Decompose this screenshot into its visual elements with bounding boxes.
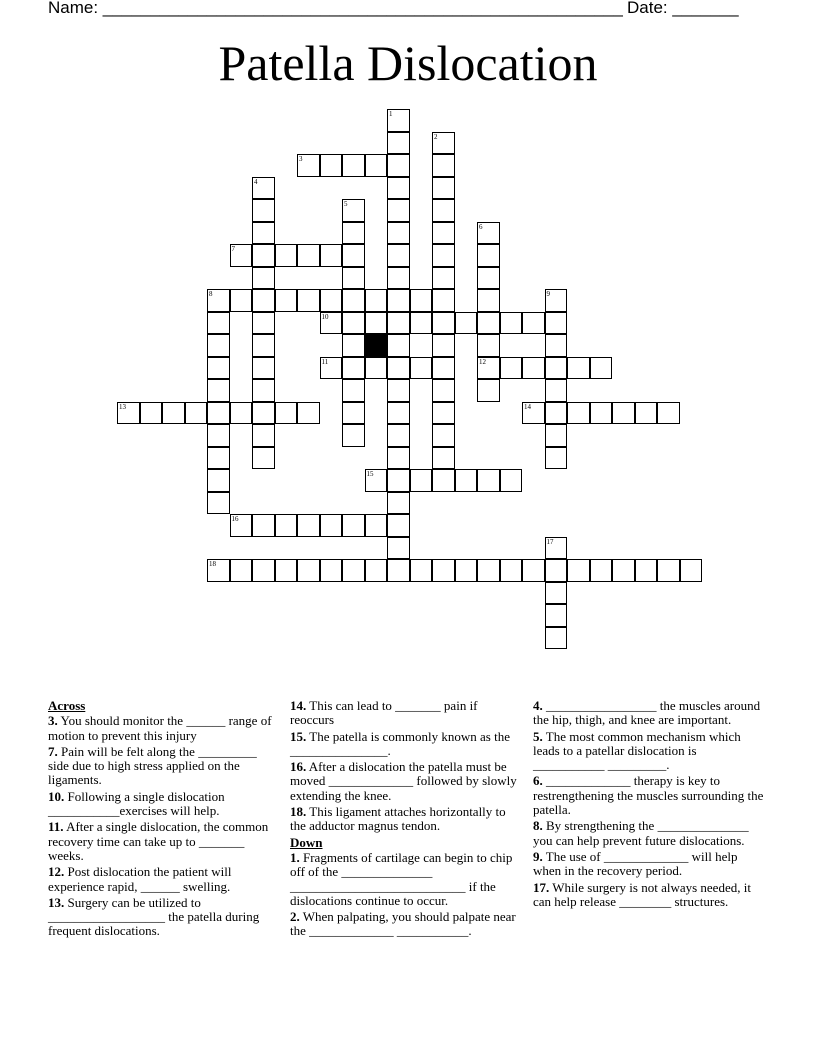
crossword-cell[interactable]	[387, 199, 410, 222]
clue-text: The patella is commonly known as the _______________.	[290, 728, 510, 758]
crossword-cell[interactable]	[545, 357, 568, 380]
clue-item	[533, 774, 765, 817]
crossword-cell[interactable]	[365, 559, 388, 582]
crossword-cell[interactable]	[320, 559, 343, 582]
clue-text: Post dislocation the patient will experience rapid, ______ swelling.	[48, 864, 232, 894]
crossword-cell[interactable]	[320, 357, 343, 380]
crossword-cell[interactable]	[297, 244, 320, 267]
crossword-cell[interactable]	[387, 424, 410, 447]
crossword-cell[interactable]	[320, 244, 343, 267]
crossword-cell[interactable]	[117, 402, 140, 425]
crossword-cell[interactable]	[612, 402, 635, 425]
crossword-cell[interactable]	[590, 402, 613, 425]
crossword-cell[interactable]	[522, 312, 545, 335]
clue-text: After a single dislocation, the common recovery time can take up to _______ weeks.	[48, 819, 269, 863]
crossword-cell[interactable]	[207, 469, 230, 492]
crossword-cell[interactable]	[252, 402, 275, 425]
crossword-cell[interactable]	[207, 424, 230, 447]
clue-item	[48, 714, 280, 743]
crossword-cell[interactable]	[477, 357, 500, 380]
crossword-cell[interactable]	[320, 289, 343, 312]
clue-number-label: 4.	[533, 698, 543, 713]
crossword-cell[interactable]	[432, 469, 455, 492]
crossword-cell[interactable]	[230, 244, 253, 267]
clue-number: 3	[299, 155, 303, 163]
clue-item	[533, 730, 765, 773]
crossword-cell[interactable]	[432, 559, 455, 582]
crossword-cell[interactable]	[522, 559, 545, 582]
clue-text: The use of _____________ will help when in the recovery period.	[533, 848, 738, 879]
crossword-cell[interactable]	[432, 334, 455, 357]
clue-item	[48, 896, 280, 939]
clue-number-label: 15.	[290, 728, 307, 744]
crossword-cell[interactable]	[365, 312, 388, 335]
clue-text: This can lead to _______ pain if reoccurs	[290, 698, 478, 728]
clue-number: 6	[479, 222, 483, 231]
crossword-cell[interactable]	[275, 514, 298, 537]
crossword-cell[interactable]	[477, 222, 500, 245]
crossword-cell[interactable]	[432, 222, 455, 245]
clue-text: You should monitor the ______ range of motion to prevent this injury	[48, 713, 272, 743]
crossword-cell[interactable]	[230, 559, 253, 582]
crossword-cell[interactable]	[432, 267, 455, 290]
clue-number: 2	[434, 132, 438, 141]
crossword-cell[interactable]	[545, 424, 568, 447]
crossword-cell[interactable]	[342, 222, 365, 245]
clue-number-label: 9.	[533, 848, 543, 864]
clue-number-label: 16.	[290, 759, 307, 775]
crossword-cell[interactable]	[252, 379, 275, 402]
crossword-cell[interactable]	[545, 379, 568, 402]
crossword-cell[interactable]	[635, 402, 658, 425]
clue-number-label: 11.	[48, 819, 64, 835]
crossword-cell[interactable]	[545, 627, 568, 650]
clue-number: 8	[209, 290, 213, 298]
crossword-cell[interactable]	[545, 559, 568, 582]
crossword-cell[interactable]	[522, 357, 545, 380]
clue-text: The most common mechanism which leads to a patellar dislocation is ___________ _________.	[533, 728, 741, 773]
crossword-cell[interactable]	[590, 559, 613, 582]
crossword-cell[interactable]	[297, 514, 320, 537]
crossword-cell[interactable]	[387, 537, 410, 560]
crossword-cell[interactable]	[252, 244, 275, 267]
clue-item	[533, 819, 765, 848]
crossword-cell[interactable]	[387, 334, 410, 357]
crossword-cell[interactable]	[207, 312, 230, 335]
crossword-cell[interactable]	[387, 402, 410, 425]
crossword-cell[interactable]	[387, 379, 410, 402]
crossword-cell[interactable]	[252, 357, 275, 380]
crossword-cell[interactable]	[252, 289, 275, 312]
clue-item	[290, 910, 522, 939]
clue-number: 4	[254, 177, 258, 186]
clue-number: 11	[321, 357, 329, 366]
crossword-cell[interactable]	[342, 559, 365, 582]
crossword-cell[interactable]	[657, 559, 680, 582]
clue-item	[290, 805, 522, 834]
crossword-cell[interactable]	[545, 402, 568, 425]
crossword-cell[interactable]	[342, 154, 365, 177]
crossword-cell[interactable]	[477, 379, 500, 402]
section-heading: Down	[290, 834, 323, 850]
clue-number-label: 8.	[533, 818, 543, 834]
crossword-cell[interactable]	[590, 357, 613, 380]
crossword-cell[interactable]	[207, 559, 230, 582]
crossword-cell[interactable]	[342, 312, 365, 335]
clue-number: 16	[231, 515, 239, 523]
clue-column-3	[533, 699, 765, 911]
crossword-cell[interactable]	[297, 154, 320, 177]
crossword-cell[interactable]	[567, 559, 590, 582]
clue-item	[48, 790, 280, 819]
clue-number: 13	[119, 402, 126, 411]
crossword-cell[interactable]	[477, 244, 500, 267]
crossword-cell[interactable]	[140, 402, 163, 425]
crossword-cell[interactable]	[365, 357, 388, 380]
crossword-cell[interactable]	[252, 177, 275, 200]
clue-number-label: 3.	[48, 713, 58, 729]
crossword-cell[interactable]	[252, 199, 275, 222]
date-field[interactable]: Date: _______	[627, 0, 739, 17]
crossword-cell[interactable]	[455, 312, 478, 335]
crossword-cell[interactable]	[455, 559, 478, 582]
clue-number-label: 17.	[533, 879, 550, 895]
crossword-cell[interactable]	[387, 469, 410, 492]
clue-number-label: 5.	[533, 728, 543, 744]
clue-item	[48, 745, 280, 788]
crossword-cell[interactable]	[545, 537, 568, 560]
crossword-cell[interactable]	[207, 492, 230, 515]
crossword-cell[interactable]	[342, 402, 365, 425]
clue-text: Surgery can be utilized to __________________ the patella during frequent dislocations.	[48, 894, 260, 939]
clue-number: 15	[366, 470, 374, 478]
crossword-cell[interactable]	[432, 289, 455, 312]
crossword-cell[interactable]	[657, 402, 680, 425]
crossword-cell[interactable]	[342, 514, 365, 537]
crossword-cell[interactable]	[387, 514, 410, 537]
crossword-cell[interactable]	[387, 177, 410, 200]
clue-number-label: 14.	[290, 698, 307, 713]
crossword-cell[interactable]	[500, 469, 523, 492]
crossword-cell[interactable]	[635, 559, 658, 582]
name-field[interactable]: Name: _______________________________________________________	[48, 0, 623, 17]
crossword-cell[interactable]	[432, 177, 455, 200]
crossword-cell[interactable]	[252, 447, 275, 470]
crossword-cell[interactable]	[567, 402, 590, 425]
clue-text: _________________ the muscles around the hip, thigh, and knee are important.	[533, 698, 761, 728]
crossword-cell[interactable]	[567, 357, 590, 380]
crossword-cell[interactable]	[342, 379, 365, 402]
clue-number: 7	[231, 245, 235, 253]
crossword-cell[interactable]	[207, 447, 230, 470]
crossword-cell[interactable]	[207, 402, 230, 425]
clue-number: 18	[209, 560, 216, 568]
crossword-cell[interactable]	[275, 559, 298, 582]
crossword-cell[interactable]	[365, 514, 388, 537]
crossword-cell[interactable]	[387, 267, 410, 290]
clue-number-label: 18.	[290, 804, 307, 820]
black-square	[365, 334, 388, 357]
crossword-cell[interactable]	[432, 244, 455, 267]
crossword-cell[interactable]	[342, 334, 365, 357]
crossword-cell[interactable]	[432, 199, 455, 222]
crossword-cell[interactable]	[387, 154, 410, 177]
crossword-cell[interactable]	[432, 132, 455, 155]
crossword-cell[interactable]	[252, 312, 275, 335]
clue-item	[290, 851, 522, 908]
crossword-cell[interactable]	[432, 379, 455, 402]
clue-number: 12	[479, 357, 486, 366]
clue-number: 5	[344, 200, 348, 208]
crossword-cell[interactable]	[342, 289, 365, 312]
crossword-cell[interactable]	[320, 312, 343, 335]
crossword-cell[interactable]	[432, 424, 455, 447]
crossword-cell[interactable]	[545, 582, 568, 605]
crossword-cell[interactable]	[275, 289, 298, 312]
clue-text: _____________ therapy is key to restrengthening the muscles surrounding the patella.	[533, 773, 764, 818]
crossword-cell[interactable]	[387, 289, 410, 312]
crossword-cell[interactable]	[545, 604, 568, 627]
crossword-cell[interactable]	[432, 402, 455, 425]
clue-number: 1	[389, 110, 393, 118]
crossword-cell[interactable]	[432, 357, 455, 380]
crossword-cell[interactable]	[522, 402, 545, 425]
clue-number: 9	[546, 290, 550, 298]
crossword-cell[interactable]	[387, 492, 410, 515]
crossword-cell[interactable]	[387, 357, 410, 380]
crossword-cell[interactable]	[545, 447, 568, 470]
crossword-cell[interactable]	[432, 447, 455, 470]
crossword-cell[interactable]	[320, 514, 343, 537]
crossword-cell[interactable]	[387, 244, 410, 267]
crossword-cell[interactable]	[500, 559, 523, 582]
crossword-cell[interactable]	[500, 312, 523, 335]
crossword-cell[interactable]	[230, 289, 253, 312]
crossword-cell[interactable]	[207, 379, 230, 402]
crossword-cell[interactable]	[477, 267, 500, 290]
crossword-cell[interactable]	[162, 402, 185, 425]
crossword-cell[interactable]	[342, 199, 365, 222]
crossword-cell[interactable]	[477, 559, 500, 582]
clue-item	[48, 865, 280, 894]
crossword-cell[interactable]	[612, 559, 635, 582]
crossword-cell[interactable]	[275, 402, 298, 425]
crossword-cell[interactable]	[252, 559, 275, 582]
crossword-cell[interactable]	[252, 334, 275, 357]
crossword-cell[interactable]	[387, 312, 410, 335]
crossword-cell[interactable]	[455, 469, 478, 492]
crossword-cell[interactable]	[365, 154, 388, 177]
clue-text: Fragments of cartilage can begin to chip off of the ______________ ___________________________ if the dislocations continue to occur.	[290, 849, 513, 908]
crossword-cell[interactable]	[230, 402, 253, 425]
crossword-cell[interactable]	[500, 357, 523, 380]
clue-item	[533, 699, 765, 728]
crossword-cell[interactable]	[545, 289, 568, 312]
crossword-cell[interactable]	[387, 447, 410, 470]
clue-number-label: 7.	[48, 743, 58, 759]
crossword-cell[interactable]	[477, 334, 500, 357]
clue-text: This ligament attaches horizontally to the adductor magnus tendon.	[290, 804, 506, 834]
crossword-cell[interactable]	[320, 154, 343, 177]
crossword-cell[interactable]	[252, 424, 275, 447]
clue-text: By strengthening the ______________ you can help prevent future dislocations.	[533, 818, 749, 848]
crossword-cell[interactable]	[207, 289, 230, 312]
crossword-cell[interactable]	[252, 514, 275, 537]
clue-number-label: 2.	[290, 909, 300, 925]
crossword-cell[interactable]	[410, 559, 433, 582]
clue-item	[533, 881, 765, 910]
crossword-cell[interactable]	[297, 559, 320, 582]
crossword-cell[interactable]	[342, 357, 365, 380]
crossword-cell[interactable]	[410, 357, 433, 380]
crossword-cell[interactable]	[252, 222, 275, 245]
crossword-cell[interactable]	[410, 469, 433, 492]
crossword-cell[interactable]	[297, 289, 320, 312]
crossword-cell[interactable]	[410, 289, 433, 312]
clue-number-label: 12.	[48, 864, 65, 880]
crossword-cell[interactable]	[477, 469, 500, 492]
clue-number-label: 10.	[48, 788, 65, 804]
clue-text: Following a single dislocation ___________exercises will help.	[48, 788, 225, 819]
clue-text: Pain will be felt along the _________ side due to high stress applied on the ligaments.	[48, 743, 257, 788]
crossword-cell[interactable]	[387, 109, 410, 132]
clue-number: 10	[321, 312, 329, 321]
crossword-cell[interactable]	[410, 312, 433, 335]
crossword-cell[interactable]	[342, 267, 365, 290]
crossword-cell[interactable]	[477, 289, 500, 312]
crossword-cell[interactable]	[365, 289, 388, 312]
crossword-cell[interactable]	[207, 334, 230, 357]
clue-item	[290, 699, 522, 728]
clue-number-label: 13.	[48, 894, 65, 910]
crossword-cell[interactable]	[387, 222, 410, 245]
crossword-cell[interactable]	[477, 312, 500, 335]
clue-text: While surgery is not always needed, it can help release ________ structures.	[533, 879, 751, 909]
clue-item	[48, 820, 280, 863]
crossword-cell[interactable]	[207, 357, 230, 380]
clue-item	[290, 760, 522, 803]
clue-item	[290, 730, 522, 759]
clue-number: 17	[546, 537, 554, 546]
crossword-cell[interactable]	[387, 132, 410, 155]
crossword-cell[interactable]	[680, 559, 703, 582]
crossword-cell[interactable]	[365, 469, 388, 492]
crossword-cell[interactable]	[252, 267, 275, 290]
crossword-cell[interactable]	[185, 402, 208, 425]
clue-number: 14	[524, 402, 531, 411]
crossword-cell[interactable]	[432, 154, 455, 177]
clue-number-label: 1.	[290, 849, 300, 865]
crossword-cell[interactable]	[275, 244, 298, 267]
clue-text: After a dislocation the patella must be moved _____________ followed by slowly extending the knee.	[290, 759, 517, 803]
crossword-cell[interactable]	[342, 424, 365, 447]
crossword-cell[interactable]	[432, 312, 455, 335]
page-title: Patella Dislocation	[218, 35, 598, 91]
crossword-cell[interactable]	[342, 244, 365, 267]
crossword-cell[interactable]	[545, 334, 568, 357]
clue-item	[533, 850, 765, 879]
clue-column-1	[48, 699, 280, 941]
crossword-cell[interactable]	[387, 559, 410, 582]
crossword-cell[interactable]	[297, 402, 320, 425]
crossword-cell[interactable]	[545, 312, 568, 335]
clue-number-label: 6.	[533, 773, 543, 789]
clue-text: When palpating, you should palpate near the _____________ ___________.	[290, 909, 516, 939]
clue-column-2	[290, 699, 522, 941]
section-heading: Across	[48, 698, 86, 713]
crossword-cell[interactable]	[230, 514, 253, 537]
